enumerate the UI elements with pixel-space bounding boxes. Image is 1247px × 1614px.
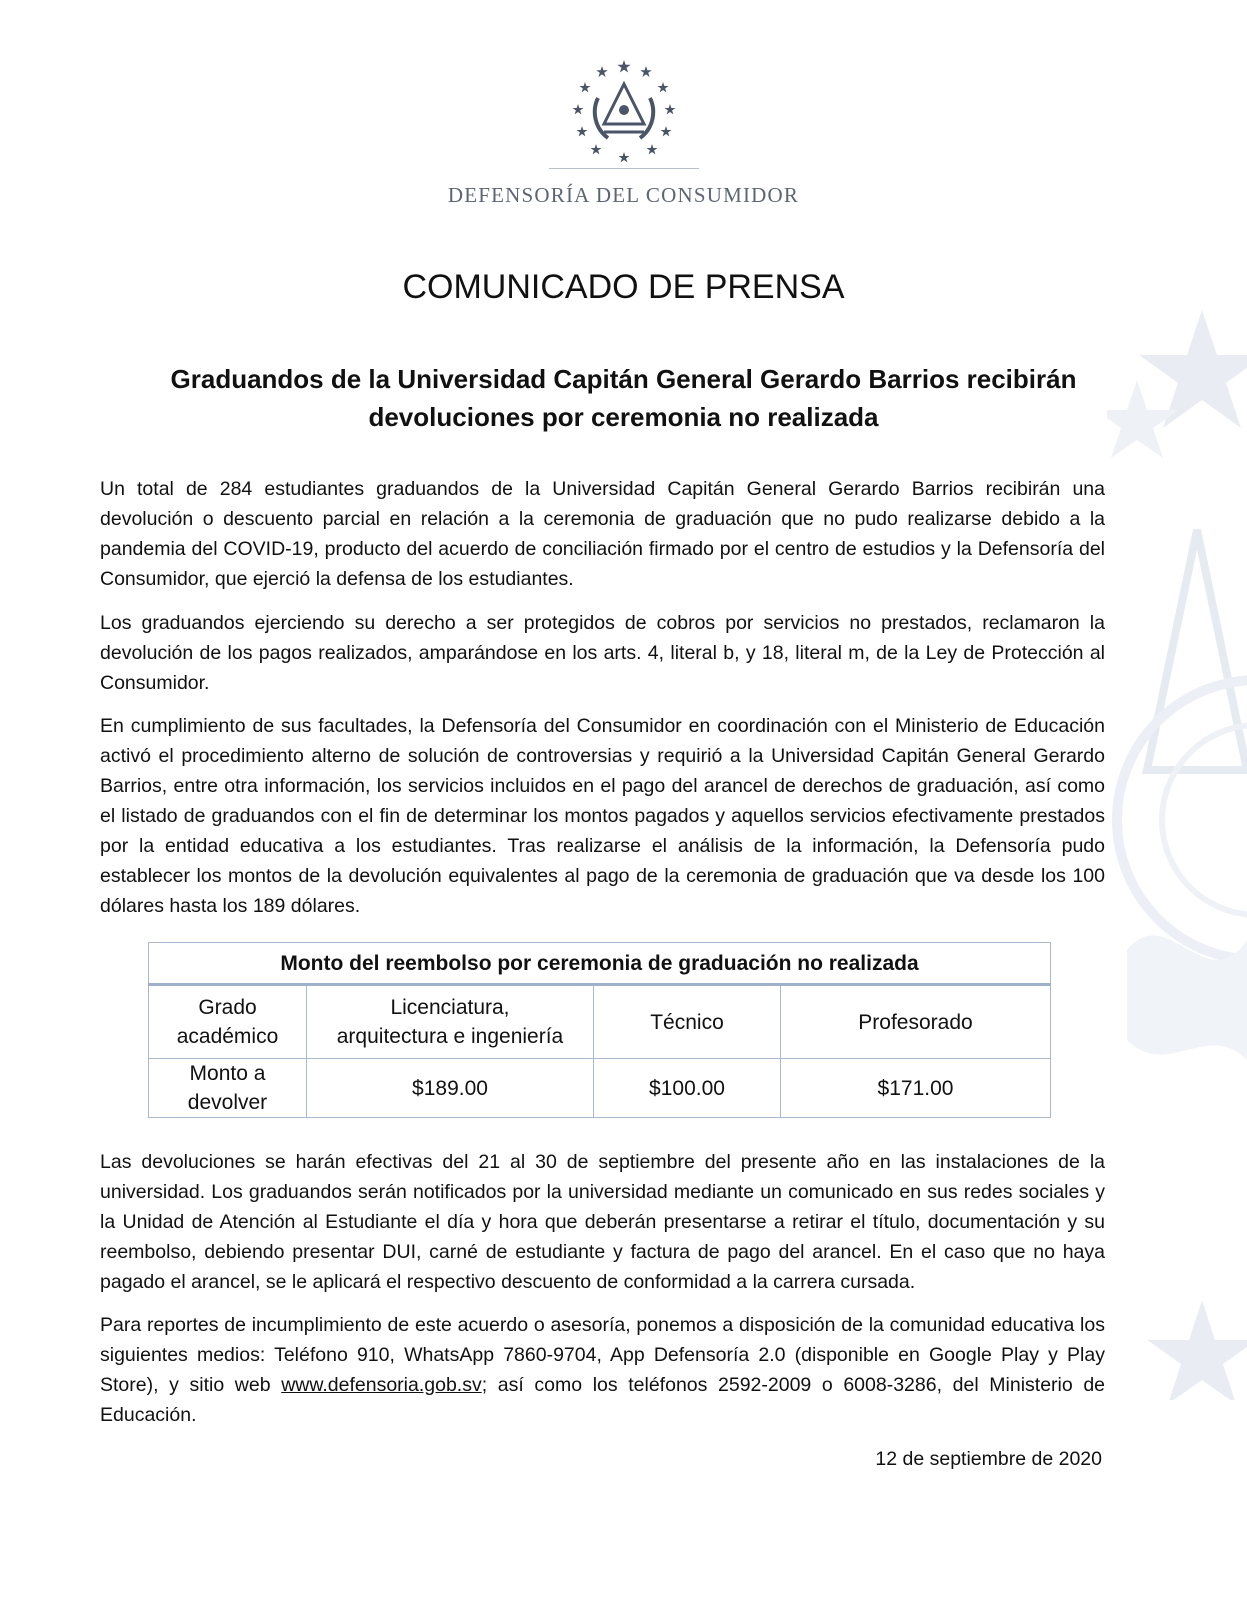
- row-header-grade-line1: Grado: [198, 996, 257, 1019]
- amount-tecnico: $100.00: [594, 1059, 781, 1118]
- column-licenciatura-line2: arquitectura e ingeniería: [336, 1025, 564, 1048]
- row-header-grade-line2: académico: [176, 1025, 279, 1048]
- website-link[interactable]: www.defensoria.gob.sv: [281, 1374, 482, 1396]
- refund-table-caption: Monto del reembolso por ceremonia de graduación no realizada: [149, 943, 1051, 985]
- row-header-amount-line1: Monto a: [189, 1062, 266, 1085]
- row-header-grade: [149, 985, 307, 1059]
- paragraph-claim: Los graduandos ejerciendo su derecho a ser protegidos de cobros por servicios no prestados, reclamaron la devolución de los pagos realizados, amparándose en los arts. 4, literal b, y 18, literal m, de la Ley de Protección al Consumidor.: [100, 612, 1105, 694]
- refund-table: [148, 942, 1051, 1118]
- headline-line-1: Graduandos de la Universidad Capitán General Gerardo Barrios recibirán: [170, 364, 1077, 394]
- column-tecnico: Técnico: [594, 985, 781, 1059]
- paragraph-intro: Un total de 284 estudiantes graduandos de la Universidad Capitán General Gerardo Barrios recibirán una devolución o descuento parcial en relación a la ceremonia de graduación que no pudo realizarse debido a la pandemia del COVID-19, producto del acuerdo de conciliación firmado por el centro de estudios y la Defensoría del Consumidor, que ejerció la defensa de los estudiantes.: [100, 478, 1105, 590]
- row-header-amount-line2: devolver: [187, 1091, 268, 1114]
- column-licenciatura: [307, 985, 594, 1059]
- paragraph-procedure: En cumplimiento de sus facultades, la Defensoría del Consumidor en coordinación con el Ministerio de Educación activó el procedimiento alterno de solución de controversias y requirió a la Universidad Capitán General Gerardo Barrios, entre otra información, los servicios incluidos en el pago del arancel de derechos de graduación, así como el listado de graduandos con el fin de determinar los montos pagados y aquellos servicios efectivamente prestados por la entidad educativa a los estudiantes. Tras realizarse el análisis de la información, la Defensoría pudo establecer los montos de la devolución equivalentes al pago de la ceremonia de graduación que va desde los 100 dólares hasta los 189 dólares.: [100, 715, 1105, 917]
- contact-text-before: Para reportes de incumplimiento de este acuerdo o asesoría, ponemos a disposición de la comunidad educativa los siguientes medios: Teléfono 910, WhatsApp 7860-9704, App Defensoría 2.0 (disponible en Google Play y Play Store), y sitio web: [100, 1314, 1105, 1396]
- watermark-emblem: [1107, 300, 1247, 1400]
- column-profesorado: Profesorado: [781, 985, 1051, 1059]
- coat-of-arms-seal: [564, 58, 684, 168]
- paragraph-refund-dates: Las devoluciones se harán efectivas del 21 al 30 de septiembre del presente año en las instalaciones de la universidad. Los graduandos serán notificados por la universidad mediante un comunicado en sus redes sociales y la Unidad de Atención al Estudiante el día y hora que deberán presentarse a retirar el título, documentación y su reembolso, debiendo presentar DUI, carné de estudiante y factura de pago del arancel. En el caso que no haya pagado el arancel, se le aplicará el respectivo descuento de conformidad a la carrera cursada.: [100, 1151, 1105, 1293]
- column-licenciatura-line1: Licenciatura,: [390, 996, 510, 1019]
- paragraph-contact: [100, 1310, 1105, 1430]
- headline-line-2: devoluciones por ceremonia no realizada: [368, 402, 879, 432]
- release-date: 12 de septiembre de 2020: [875, 1448, 1102, 1470]
- press-headline: [110, 360, 1137, 436]
- row-header-amount: [149, 1059, 307, 1118]
- letterhead: [0, 58, 1247, 208]
- document-type-title: COMUNICADO DE PRENSA: [402, 268, 845, 306]
- amount-profesorado: $171.00: [781, 1059, 1051, 1118]
- amount-licenciatura: $189.00: [307, 1059, 594, 1118]
- contact-text-after: ; así como los teléfonos 2592-2009 o 6008-3286, del Ministerio de Educación.: [100, 1374, 1106, 1426]
- organization-name: DEFENSORÍA DEL CONSUMIDOR: [447, 183, 800, 207]
- letterhead-divider: [549, 168, 699, 169]
